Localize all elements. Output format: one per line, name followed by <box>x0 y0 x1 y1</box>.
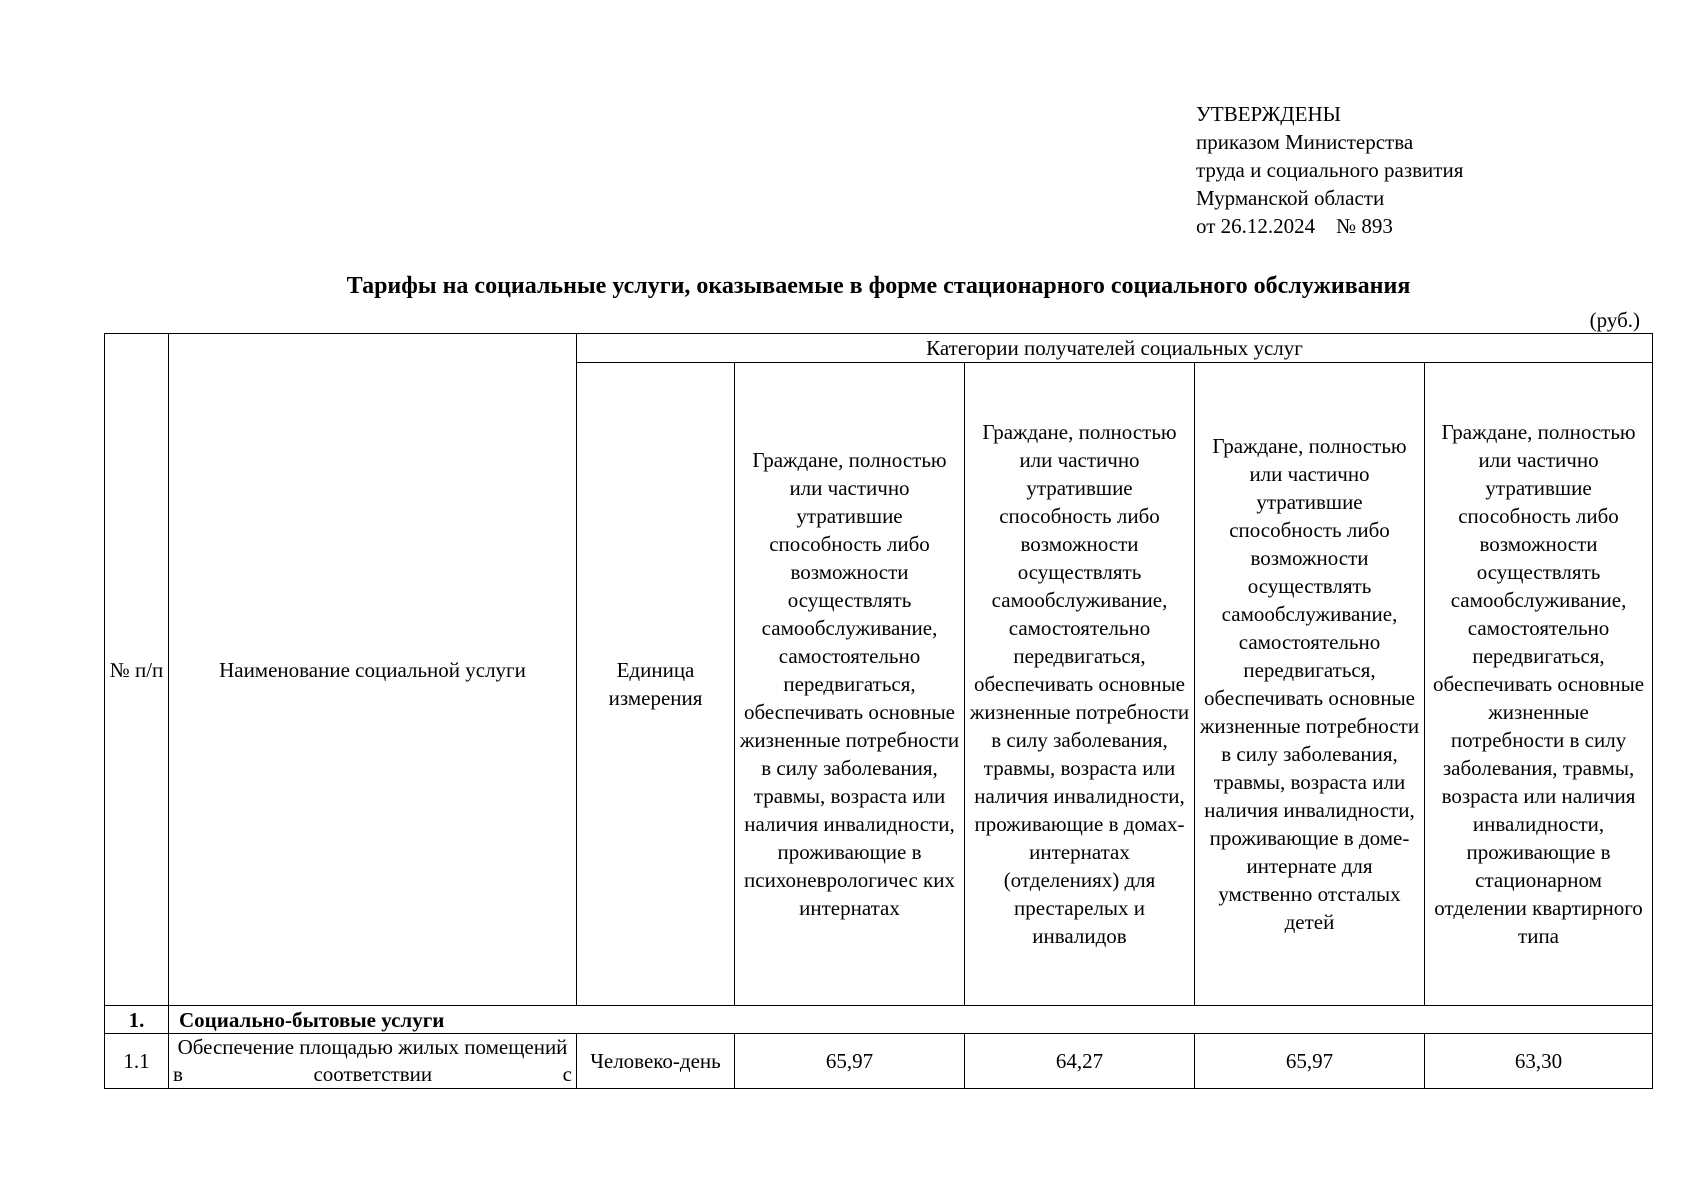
header-category-4: Граждане, полностью или частично утратившие способность либо возможности осуществлять самообслуживание, самостоятельно передвигаться, обеспечивать основные жизненные потребности в силу заболевания, травмы, возраста или наличия инвалидности, проживающие в стационарном отделении квартирного типа <box>1425 363 1653 1006</box>
row-value-category-3: 65,97 <box>1195 1034 1425 1089</box>
row-value-category-2: 64,27 <box>965 1034 1195 1089</box>
approval-line: Мурманской области <box>1196 186 1385 210</box>
approval-line: приказом Министерства <box>1196 130 1414 154</box>
row-number: 1.1 <box>105 1034 169 1089</box>
units-label: (руб.) <box>1589 308 1640 332</box>
approval-line: труда и социального развития <box>1196 158 1464 182</box>
row-value-category-1: 65,97 <box>735 1034 965 1089</box>
header-category-3: Граждане, полностью или частично утратившие способность либо возможности осуществлять самообслуживание, самостоятельно передвигаться, обеспечивать основные жизненные потребности в силу заболевания, травмы, возраста или наличия инвалидности, проживающие в доме-интернате для умственно отсталых детей <box>1195 363 1425 1006</box>
row-value-category-4: 63,30 <box>1425 1034 1653 1089</box>
header-service-name: Наименование социальной услуги <box>169 334 577 1006</box>
section-number: 1. <box>105 1006 169 1034</box>
header-number: № п/п <box>105 334 169 1006</box>
header-row-group <box>105 334 1653 363</box>
section-title: Социально-бытовые услуги <box>169 1006 1653 1034</box>
tariffs-table <box>104 333 1653 1089</box>
document-title: Тарифы на социальные услуги, оказываемые в форме стационарного социального обслуживания <box>346 273 1411 299</box>
header-unit: Единица измерения <box>577 363 735 1006</box>
approval-block <box>1196 100 1463 240</box>
table-row <box>105 1034 1653 1089</box>
row-unit: Человеко-день <box>577 1034 735 1089</box>
approval-line: от 26.12.2024 № 893 <box>1196 214 1393 238</box>
header-category-2: Граждане, полностью или частично утратившие способность либо возможности осуществлять самообслуживание, самостоятельно передвигаться, обеспечивать основные жизненные потребности в силу заболевания, травмы, возраста или наличия инвалидности, проживающие в домах-интернатах (отделениях) для престарелых и инвалидов <box>965 363 1195 1006</box>
row-service-name: Обеспечение площадью жилых помещений в соответствии с <box>169 1034 577 1089</box>
header-categories-group: Категории получателей социальных услуг <box>577 334 1653 363</box>
section-row <box>105 1006 1653 1034</box>
header-category-1: Граждане, полностью или частично утратившие способность либо возможности осуществлять самообслуживание, самостоятельно передвигаться, обеспечивать основные жизненные потребности в силу заболевания, травмы, возраста или наличия инвалидности, проживающие в психоневрологичес ких интернатах <box>735 363 965 1006</box>
approval-line: УТВЕРЖДЕНЫ <box>1196 102 1341 126</box>
